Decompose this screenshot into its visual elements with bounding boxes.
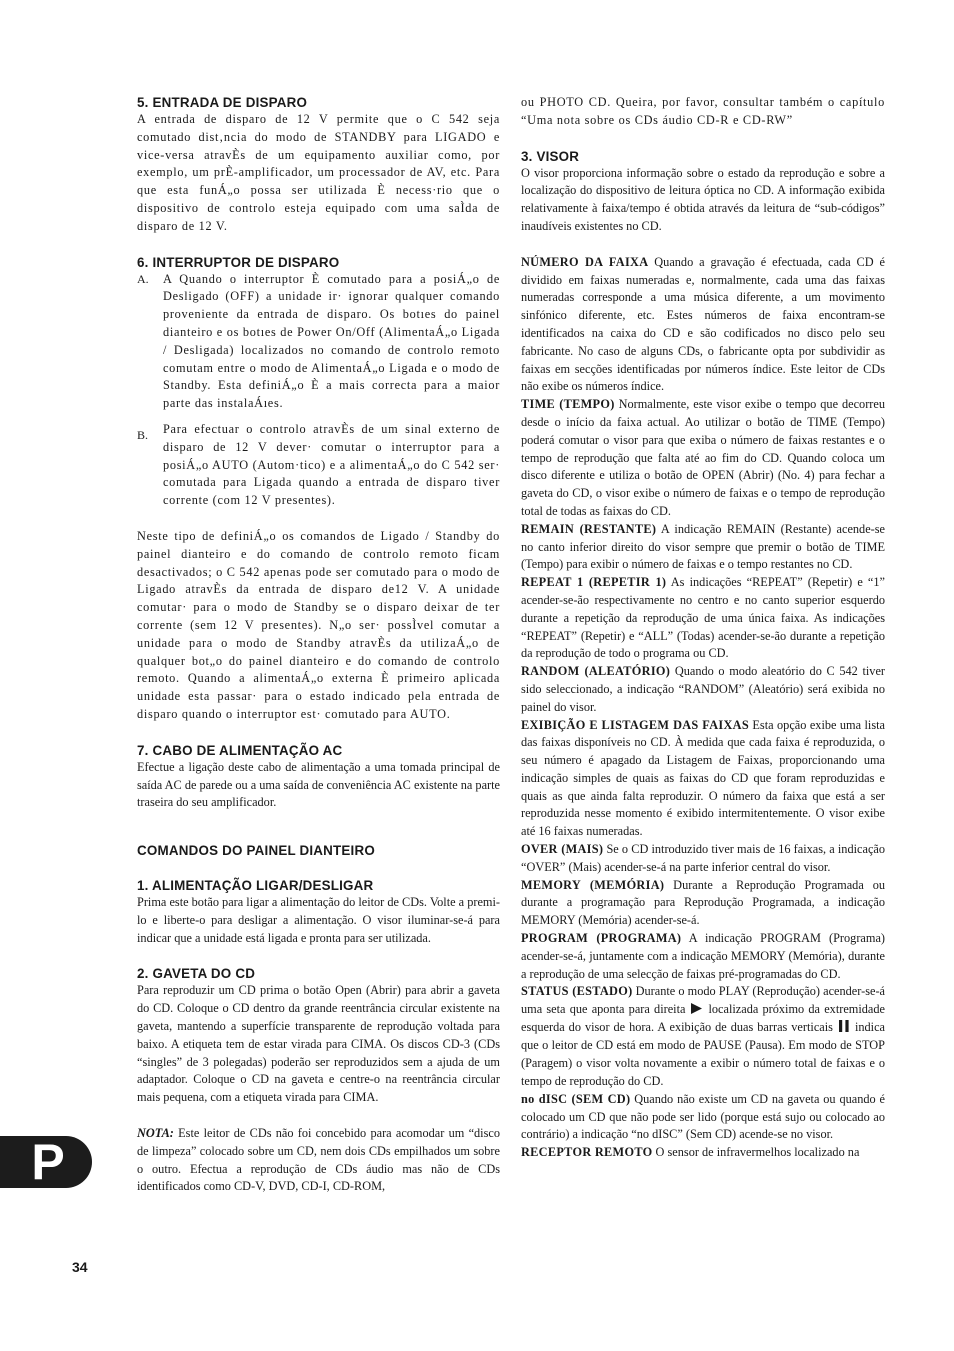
trigger-input-text: A entrada de disparo de 12 V permite que o C 542 seja comutado dist‚ncia do modo de STANDBY para LIGADO e vice-versa atravÈs de um equipamento auxiliar como, por exemplo, um prÈ-amplificador, um processador de AV, etc. Para que esta funÁ„o possa ser utilizada È necess·rio que o dispositivo de controlo esteja equipado com uma saÌda de disparo de 12 V. [137,112,500,233]
term-label: PROGRAM (PROGRAMA) [521,931,682,946]
term-paragraph [521,841,885,877]
power-text: Prima este botão para ligar a alimentação do leitor de CDs. Volte a premi-lo e liberte-o para desligar a alimentação. O visor iluminar-se-á para indicar que a unidade está ligada e pronta para ser utilizada. [137,895,500,945]
cd-tray-text: Para reproduzir um CD prima o botão Open (Abrir) para abrir a gaveta do CD. Coloque o CD dentro da grande reentrância circular existente na gaveta, mantendo a superfície transparente de reprodução voltada para baixo. A etiqueta tem de estar virada para CIMA. Os discos CD-3 (CDs “singles” de 3 polegadas) poderão ser reproduzidos sem a ajuda de um adaptador. Coloque o CD na gaveta e centre-o na reentrância circular mais pequena, com a etiqueta virada para CIMA. [137,983,500,1105]
front-panel-heading: COMANDOS DO PAINEL DIANTEIRO [137,843,375,859]
term-text: Quando o modo aleatório do C 542 tiver sido seleccionado, a indicação “RANDOM” (Aleatório) será exibida no painel do visor. [521,664,885,714]
term-label: REPEAT 1 (REPETIR 1) [521,575,667,590]
page-number: 34 [72,1259,88,1275]
term-label: REMAIN (RESTANTE) [521,521,657,536]
term-text: A indicação REMAIN (Restante) acende-se no canto inferior direito do visor sempre que premir o botão de TIME (Tempo) para exibir o número de faixas e o tempo restantes no CD. [521,521,885,572]
term-text: A indicação PROGRAM (Programa) acender-se-á, juntamente com a indicação MEMORY (Memória), durante a reprodução de uma selecção de faixas pré-programadas do CD. [521,931,885,981]
list-label-a: A. [137,271,149,286]
term-text: Quando a gravação é efectuada, cada CD é dividido em faixas numeradas e, normalmente, cada uma das faixas numeradas corresponde a uma música diferente, a um movimento sinfónico diferente, etc. Estes números de faixa encontram-se identificados na caixa do CD e são codificados no disco pelo seu fabricante. No caso de alguns CDs, o fabricante opta por subdividir as faixas em secções identificadas por números índice. Este leitor de CDs não exibe os números índice. [521,254,885,394]
term-text: Durante a Reprodução Programada ou durante a programação para Reprodução Programada, a indicação MEMORY (Memória) acender-se-á. [521,877,885,928]
section-title-power: 1. ALIMENTAÇÃO LIGAR/DESLIGAR [137,878,374,894]
term-label: EXIBIÇÃO E LISTAGEM DAS FAIXAS [521,717,749,732]
section-title-trigger-input: 5. ENTRADA DE DISPARO [137,95,308,110]
term-paragraph [521,930,885,983]
status-text-1: Durante o modo PLAY (Reprodução) acender-se-á uma seta que aponta para direita [521,984,886,1017]
note-text: Este leitor de CDs não foi concebido para acomodar um “disco de limpeza” colocado sobre um CD, nem dois CDs empilhados um sobre o outro. Efectua a reprodução de CDs áudio mas não de CDs identificados como CD-V, DVD, CD-I, CD-ROM, [137,1126,500,1194]
term-text: Se o CD introduzido tiver mais de 16 faixas, a indicação “OVER” (Mais) acender-se-á na parte inferior central do visor. [521,842,886,874]
term-text: O sensor de infravermelhos localizado na [652,1145,860,1160]
display-terms-list [521,254,885,984]
term-paragraph [521,717,885,842]
ac-cable-text: Efectue a ligação deste cabo de alimentação a uma tomada principal de saída AC de parede ou a uma saída de conveniência AC existente na parte traseira do seu amplificador. [137,759,500,810]
display-text: O visor proporciona informação sobre o estado da reprodução e sobre a localização do dispositivo de leitura óptica no CD. A informação exibida relativamente à faixa/tempo é obtida através da leitura de “sub-códigos” inaudíveis existentes no CD. [521,165,885,233]
status-text-2: localizada próximo da extremidade esquerda do visor de hora. A exibição de duas barras verticais [521,1002,885,1035]
term-text: As indicações “REPEAT” (Repetir) e “1” acender-se-ão respectivamente no centro e no canto superior esquerdo durante a repetição da reprodução de uma única faixa. As indicações “REPEAT” (Repetir) e “ALL” (Todas) acender-se-ão durante a repetição da reprodução de todo o programa ou CD. [521,575,885,661]
term-label: no dISC (SEM CD) [521,1091,631,1106]
language-tab: P [0,1136,92,1188]
term-label: RANDOM (ALEATÓRIO) [521,664,671,679]
term-paragraph [521,254,885,396]
term-label: NÚMERO DA FAIXA [521,254,649,269]
term-label: RECEPTOR REMOTO [521,1145,653,1160]
section-title-cd-tray: 2. GAVETA DO CD [137,966,256,982]
term-text: Normalmente, este visor exibe o tempo que decorreu desde o início da faixa actual. Ao utilizar o botão de TIME (Tempo) poderá comutar o visor para que exiba o número de faixas restantes e o tempo de reprodução que falta até ao fim do CD. Quando coloca um disco diferente e utiliza o botão de OPEN (Abrir) (No. 4) para fechar a gaveta do CD, o visor exibe o número de faixas e o tempo de reprodução total de todas as faixas do CD. [521,397,885,518]
display-terms-list-2 [521,1091,885,1162]
term-paragraph [521,521,885,574]
right-column [521,94,885,1162]
list-text-b: Para efectuar o controlo atravÈs de um sinal externo de disparo de 12 V dever· comutar o interruptor para a posiÁ„o AUTO (Autom·tico) e a alimentaÁ„o do C 542 ser· comutada para Ligada quando a entrada de disparo tiver corrente (com 12 V presentes). [163,421,500,508]
list-text-a: A Quando o interruptor È comutado para a posiÁ„o de Desligado (OFF) a unidade ir· ignorar qualquer comando proveniente da entrada de disparo. Os botıes do painel dianteiro e os botıes de Power On/Off (AlimentaÁ„o Ligada / Desligada) localizados no comando de controlo remoto comutam entre o modo de AlimentaÁ„o Ligada e o modo de Standby. Esta definiÁ„o È a mais correcta para a maior parte das instalaÁıes. [163,271,500,411]
pause-bars-icon [839,1020,849,1038]
note-paragraph [137,1125,500,1196]
term-paragraph [521,877,885,930]
term-paragraph [521,1144,885,1162]
term-paragraph [521,396,885,521]
trigger-switch-paragraph: Neste tipo de definiÁ„o os comandos de Ligado / Standby do painel dianteiro e do comando de controlo remoto ficam desactivados; o C 542 apenas pode ser comutado para o modo de Ligado atravÈs da entrada de disparo de12 V. A unidade comutar· para o modo de Standby se o disparo deixar de ter corrente (sem 12 V presentes). N„o ser· possÌvel comutar a unidade para o modo de Standby atravÈs da utilizaÁ„o de qualquer bot„o do painel dianteiro e do comando de controlo remoto. Quando a alimentaÁ„o externa È primeiro aplicada unidade esta passar· para o estado indicado pela entrada de disparo quando o interruptor est· comutado para AUTO. [137,528,500,721]
term-paragraph [521,663,885,716]
term-paragraph-status [521,983,885,1090]
term-paragraph [521,1091,885,1144]
continued-text: ou PHOTO CD. Queira, por favor, consultar também o capítulo “Uma nota sobre os CDs áudio CD-R e CD-RW” [521,95,885,127]
section-title-ac-cable: 7. CABO DE ALIMENTAÇÃO AC [137,742,343,758]
note-label: NOTA: [137,1126,174,1141]
status-text-3: indica que o leitor de CD está em modo de PAUSE (Pausa). Em modo de STOP (Paragem) o visor volta novamente a exibir o número total de faixas e o tempo de reprodução do CD. [521,1020,885,1088]
term-paragraph [521,574,885,663]
left-column [137,94,500,1196]
term-text: Quando não existe um CD na gaveta ou quando é colocado um CD que não pode ser lido (porque está sujo ou colocado ao contrário) a indicação “no dISC” (Sem CD) acende-se no visor. [521,1091,885,1142]
term-label: TIME (TEMPO) [521,397,615,412]
term-text: Esta opção exibe uma lista das faixas disponíveis no CD. À medida que cada faixa é reproduzida, o seu número é apagado da Listagem de Faixas, proporcionando uma indicação simples de quais as faixas do CD que foram reproduzidas e quais as que ainda falta reproduzir. O número da faixa que está a ser reproduzida nesse momento é exibido intermitentemente. O visor exibe até 16 faixas numeradas. [521,717,886,839]
term-label: MEMORY (MEMÓRIA) [521,877,665,892]
list-label-b: B. [137,427,149,442]
section-title-display: 3. VISOR [521,148,580,164]
list-item-a [137,271,500,413]
term-label: OVER (MAIS) [521,842,604,857]
section-title-trigger-switch: 6. INTERRUPTOR DE DISPARO [137,254,340,270]
play-arrow-icon [691,1002,702,1020]
term-label-status: STATUS (ESTADO) [521,984,633,999]
list-item-b [137,421,500,510]
